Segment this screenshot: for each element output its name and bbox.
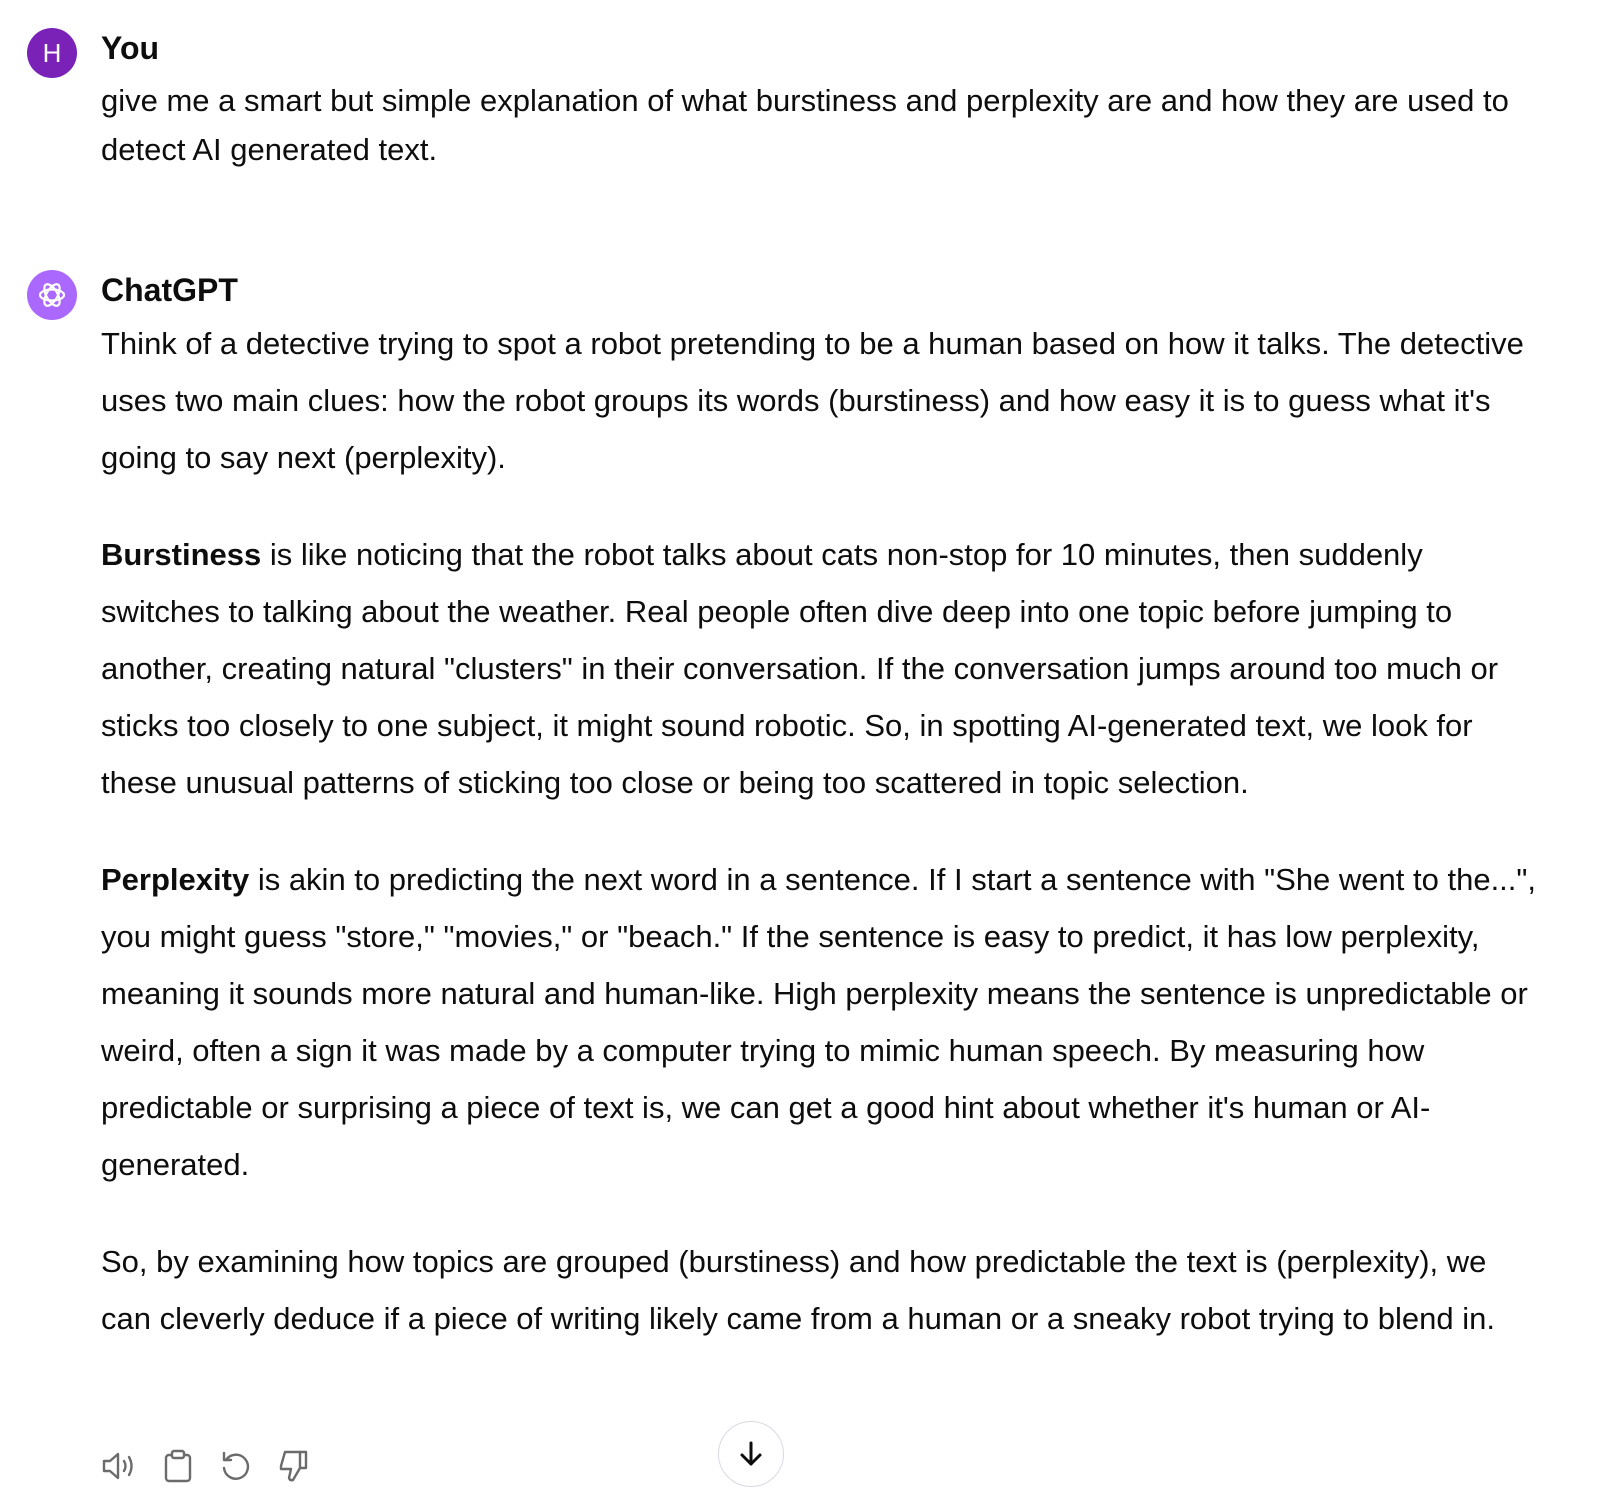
regenerate-icon [219,1449,253,1483]
assistant-author-name: ChatGPT [101,272,238,308]
paragraph-text: Think of a detective trying to spot a robot pretending to be a human based on how it talks. The detective uses two main clues: how the robot groups its words (burstiness) and how easy it is to guess what it's going to say next (perplexity). [101,326,1524,475]
thumbs-down-button[interactable] [274,1446,314,1486]
regenerate-button[interactable] [216,1446,256,1486]
paragraph-text: So, by examining how topics are grouped (burstiness) and how predictable the text is (perplexity), we can cleverly deduce if a piece of writing likely came from a human or a sneaky robot trying to blend in. [101,1244,1495,1336]
read-aloud-button[interactable] [100,1446,140,1486]
thumbs-down-icon [277,1448,311,1484]
user-author-name: You [101,30,160,66]
response-paragraph [101,526,1541,811]
user-avatar-letter: H [42,37,62,68]
scroll-to-bottom-button[interactable] [718,1421,784,1487]
arrow-down-icon [735,1438,767,1470]
assistant-message-body [101,315,1541,1347]
paragraph-lead: Perplexity [101,862,250,897]
message-actions [100,1446,332,1486]
assistant-avatar [27,270,77,320]
read-aloud-icon [101,1449,139,1483]
response-paragraph [101,315,1541,486]
copy-icon [161,1448,195,1484]
openai-logo-icon [35,278,69,312]
user-message-text: give me a smart but simple explanation of what burstiness and perplexity are and how they are used to detect AI generated text. [101,83,1509,167]
user-avatar [27,28,77,78]
paragraph-text: is like noticing that the robot talks about cats non-stop for 10 minutes, then suddenly switches to talking about the weather. Real people often dive deep into one topic before jumping to another, creating natural "clusters" in their conversation. If the conversation jumps around too much or sticks too closely to one subject, it might sound robotic. So, in spotting AI-generated text, we look for these unusual patterns of sticking too close or being too scattered in topic selection. [101,537,1499,800]
paragraph-lead: Burstiness [101,537,262,572]
response-paragraph [101,851,1541,1193]
response-paragraph [101,1233,1541,1347]
paragraph-text: is akin to predicting the next word in a sentence. If I start a sentence with "She went to the...", you might guess "store," "movies," or "beach." If the sentence is easy to predict, it has low perplexity, meaning it sounds more natural and human-like. High perplexity means the sentence is unpredictable or weird, often a sign it was made by a computer trying to mimic human speech. By measuring how predictable or surprising a piece of text is, we can get a good hint about whether it's human or AI-generated. [101,862,1537,1182]
copy-button[interactable] [158,1446,198,1486]
